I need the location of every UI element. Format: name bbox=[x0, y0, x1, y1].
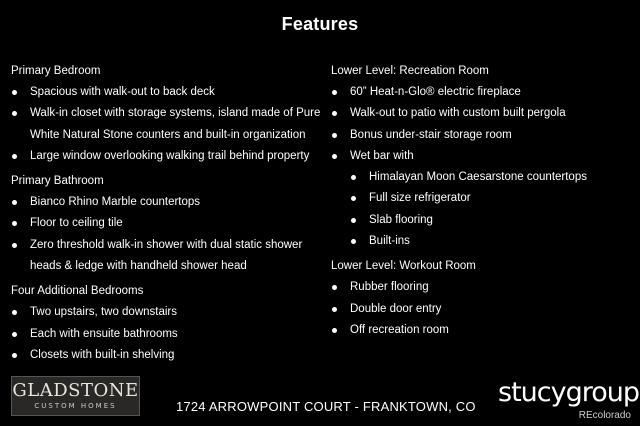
section-recreation-room bbox=[331, 61, 631, 252]
list-item: Closets with built-in shelving bbox=[11, 345, 321, 366]
list-item: 60” Heat-n-Glo® electric fireplace bbox=[331, 82, 631, 103]
sub-list-item: Full size refrigerator bbox=[331, 188, 631, 209]
list-item: Rubber flooring bbox=[331, 277, 631, 298]
list-item: Bianco Rhino Marble countertops bbox=[11, 192, 321, 213]
section-title: Primary Bedroom bbox=[11, 65, 101, 77]
feature-list bbox=[11, 82, 321, 167]
list-item: Each with ensuite bathrooms bbox=[11, 324, 321, 345]
list-item: Two upstairs, two downstairs bbox=[11, 302, 321, 323]
feature-list bbox=[11, 302, 321, 366]
feature-list bbox=[11, 192, 321, 277]
list-item: Spacious with walk-out to back deck bbox=[11, 82, 321, 103]
list-item: Zero threshold walk-in shower with dual static shower bbox=[11, 235, 321, 256]
list-item-continuation: heads & ledge with handheld shower head bbox=[30, 260, 247, 273]
gladstone-logo-subtext: CUSTOM HOMES bbox=[34, 402, 117, 410]
feature-list bbox=[331, 82, 631, 252]
section-title: Four Additional Bedrooms bbox=[11, 285, 144, 298]
section-workout-room bbox=[331, 256, 631, 341]
list-item-continuation: White Natural Stone counters and built-in organization bbox=[30, 128, 306, 141]
sub-list-item: Built-ins bbox=[331, 231, 631, 252]
section-primary-bedroom bbox=[11, 61, 321, 167]
list-item: Walk-in closet with storage systems, island made of Pure bbox=[11, 103, 321, 124]
list-item: Bonus under-stair storage room bbox=[331, 125, 631, 146]
section-title: Lower Level: Recreation Room bbox=[331, 65, 489, 77]
feature-list bbox=[331, 277, 631, 341]
section-primary-bathroom bbox=[11, 171, 321, 277]
property-address: 1724 ARROWPOINT COURT - FRANKTOWN, CO bbox=[176, 399, 476, 414]
sub-list-item: Himalayan Moon Caesarstone countertops bbox=[331, 167, 631, 188]
gladstone-logo-text: GLADSTONE bbox=[12, 380, 139, 401]
page-title: Features bbox=[281, 14, 359, 34]
section-title: Lower Level: Workout Room bbox=[331, 260, 476, 273]
stucygroup-logo: stucygroup bbox=[498, 377, 640, 408]
list-item: Wet bar with bbox=[331, 146, 631, 167]
list-item: Large window overlooking walking trail behind property bbox=[11, 146, 321, 167]
list-item: Double door entry bbox=[331, 299, 631, 320]
list-item: Floor to ceiling tile bbox=[11, 213, 321, 234]
recolorado-watermark: REcolorado bbox=[578, 410, 631, 421]
right-column bbox=[331, 61, 631, 345]
section-additional-bedrooms bbox=[11, 281, 321, 366]
left-column bbox=[11, 61, 321, 370]
sub-list-item: Slab flooring bbox=[331, 210, 631, 231]
list-item: Walk-out to patio with custom built pergola bbox=[331, 103, 631, 124]
list-item: Off recreation room bbox=[331, 320, 631, 341]
section-title: Primary Bathroom bbox=[11, 175, 104, 188]
gladstone-logo bbox=[11, 376, 140, 416]
